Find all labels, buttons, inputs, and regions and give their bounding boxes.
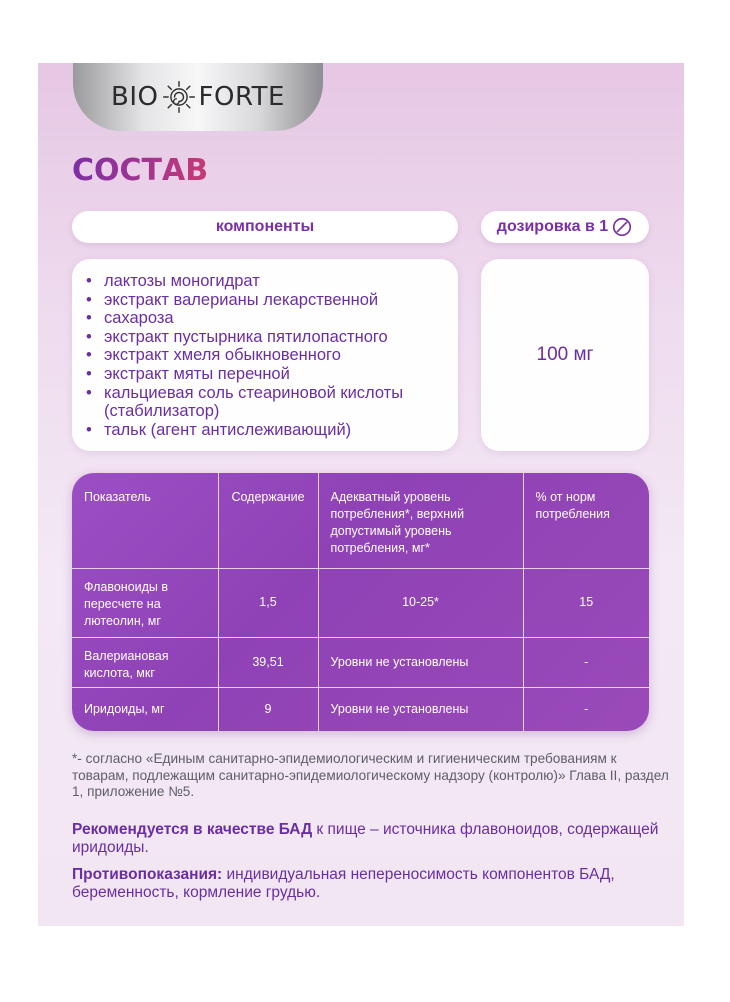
product-card bbox=[38, 63, 684, 926]
table-row bbox=[72, 687, 649, 731]
dose-value: 100 мг bbox=[536, 344, 594, 365]
column-header: Адекватный уровень потребления*, верхний допустимый уровень потребления, мг* bbox=[318, 473, 523, 568]
swirl-sun-icon bbox=[161, 79, 197, 115]
dose-box bbox=[481, 259, 649, 451]
list-item: • тальк (агент антислеживающий) bbox=[86, 421, 458, 440]
list-item: • лактозы моногидрат bbox=[86, 272, 458, 291]
recommendation-bold: Рекомендуется в качестве БАД bbox=[72, 821, 313, 838]
recommendation bbox=[72, 821, 672, 857]
column-header: Содержание bbox=[218, 473, 318, 568]
recommendation-text: к пище – источника флавоноидов, содержащей иридоиды. bbox=[72, 821, 659, 856]
nutrition-table bbox=[72, 473, 649, 731]
table-cell: 1,5 bbox=[218, 568, 318, 637]
table-cell: 15 bbox=[523, 568, 649, 637]
table-row bbox=[72, 637, 649, 687]
list-item: • экстракт мяты перечной bbox=[86, 365, 458, 384]
brand-right: FORTE bbox=[198, 82, 285, 112]
list-item: • экстракт валерианы лекарственной bbox=[86, 291, 458, 310]
table-cell: - bbox=[523, 687, 649, 731]
contraindications bbox=[72, 866, 672, 902]
list-item: • кальциевая соль стеариновой кислоты (стабилизатор) bbox=[86, 384, 458, 421]
components-label: компоненты bbox=[215, 218, 315, 235]
column-header: % от норм потребления bbox=[523, 473, 649, 568]
table-cell: - bbox=[523, 637, 649, 687]
table-cell: 9 bbox=[218, 687, 318, 731]
table-row bbox=[72, 568, 649, 637]
table-cell: Флавоноиды в пересчете на лютеолин, мг bbox=[72, 568, 218, 637]
table-cell: Иридоиды, мг bbox=[72, 687, 218, 731]
dose-label: дозировка в 1 bbox=[496, 218, 609, 235]
ingredients-box bbox=[72, 259, 458, 451]
contraindications-text: индивидуальная непереносимость компонентов БАД, беременность, кормление грудью. bbox=[72, 866, 615, 901]
dose-header bbox=[481, 211, 649, 243]
list-item: • сахароза bbox=[86, 309, 458, 328]
footnote: *- согласно «Единым санитарно-эпидемиологическим и гигиеническим требованиям к товарам, подлежащим санитарно-эпидемиологическому надзору (контролю)» Глава II, раздел 1, приложение №5. bbox=[72, 751, 669, 799]
list-item: • экстракт пустырника пятилопастного bbox=[86, 328, 458, 347]
table-cell: Уровни не установлены bbox=[318, 687, 523, 731]
table-cell: 10-25* bbox=[318, 568, 523, 637]
page-title: СОСТАВ bbox=[72, 153, 209, 188]
brand-logo bbox=[73, 63, 323, 131]
table-cell: Уровни не установлены bbox=[318, 637, 523, 687]
brand-left: BIO bbox=[111, 82, 159, 112]
ingredients-list bbox=[72, 259, 458, 439]
column-header: Показатель bbox=[72, 473, 218, 568]
list-item: • экстракт хмеля обыкновенного bbox=[86, 346, 458, 365]
components-header bbox=[72, 211, 458, 243]
table-header-row bbox=[72, 473, 649, 568]
table-cell: Валериановая кислота, мкг bbox=[72, 637, 218, 687]
tablet-icon bbox=[611, 216, 633, 238]
table-cell: 39,51 bbox=[218, 637, 318, 687]
contraindications-bold: Противопоказания: bbox=[72, 866, 223, 883]
